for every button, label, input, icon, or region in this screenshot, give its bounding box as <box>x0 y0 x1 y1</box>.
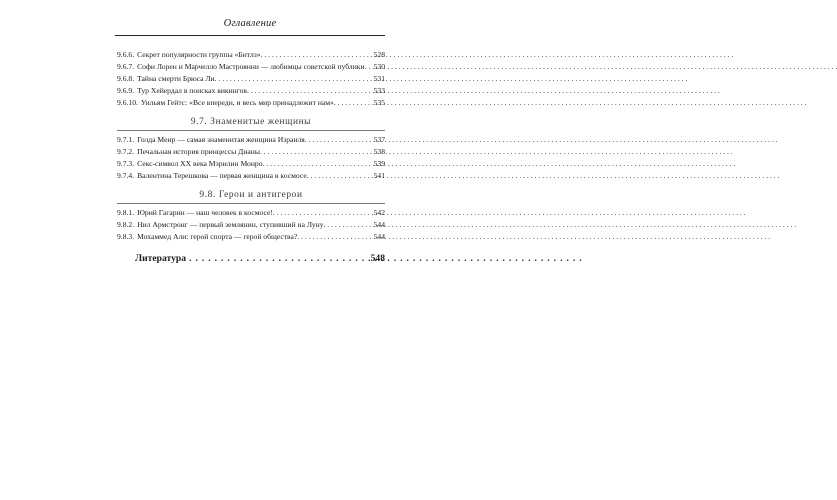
dot-leader <box>186 252 371 266</box>
dot-leader <box>297 231 372 243</box>
entry-page: 538 <box>373 147 385 156</box>
entry-title: Тур Хейердал в поисках викингов <box>137 86 248 95</box>
dot-leader <box>324 219 373 231</box>
entry-number: 9.8.1. <box>117 208 135 217</box>
entry-page: 530 <box>373 62 385 71</box>
toc-entry-9-8-3 <box>117 231 385 243</box>
entry-number: 9.7.1. <box>117 135 135 144</box>
section-rule <box>117 130 385 131</box>
entry-number: 9.7.2. <box>117 147 135 156</box>
dot-leader <box>273 207 373 219</box>
running-head: Оглавление <box>223 18 277 29</box>
entry-page: 535 <box>373 98 385 107</box>
entry-number: 9.7.4. <box>117 171 135 180</box>
entry-page: 537 <box>373 135 385 144</box>
table-of-contents <box>117 49 385 266</box>
entry-title: Мохаммед Али: герой спорта — герой общества? <box>137 232 298 241</box>
dot-leader <box>215 73 373 85</box>
entry-page: 528 <box>373 50 385 59</box>
entry-page: 544 <box>373 220 385 229</box>
entry-page: 542 <box>373 208 385 217</box>
dot-leader <box>305 134 373 146</box>
entry-number: 9.6.10. <box>117 98 138 107</box>
entry-title: Уильям Гейтс: «Все впереди, и весь мир принадлежит нам» <box>140 98 334 107</box>
toc-entry-9-6-10 <box>117 97 385 109</box>
toc-entry-literature <box>117 252 385 266</box>
entry-page: 533 <box>373 86 385 95</box>
dot-leader <box>260 146 373 158</box>
section-rule <box>117 203 385 204</box>
dot-leader <box>261 49 373 61</box>
entry-title: Голда Меир — самая знаменитая женщина Израиля <box>137 135 305 144</box>
toc-entry-9-7-2 <box>117 146 385 158</box>
literature-page: 548 <box>370 253 385 264</box>
dot-leader <box>263 158 373 170</box>
entry-title: Тайна смерти Брюса Ли <box>137 74 215 83</box>
entry-number: 9.7.3. <box>117 159 135 168</box>
dot-leader <box>334 97 373 109</box>
entry-title: Софи Лорен и Марчелло Мастроянни — любимцы советской публики <box>137 62 365 71</box>
entry-number: 9.6.6. <box>117 50 135 59</box>
toc-entry-9-7-3 <box>117 158 385 170</box>
section-heading-9-7: 9.7. Знаменитые женщины <box>190 117 312 127</box>
entry-number: 9.8.2. <box>117 220 135 229</box>
toc-entry-9-8-1 <box>117 207 385 219</box>
entry-page: 539 <box>373 159 385 168</box>
entry-title: Нил Армстронг — первый землянин, ступивший на Луну <box>137 220 324 229</box>
toc-entry-9-7-4 <box>117 170 385 182</box>
toc-entry-9-7-1 <box>117 134 385 146</box>
entry-title: Печальная история принцессы Дианы <box>137 147 260 156</box>
toc-entry-9-6-7 <box>117 61 385 73</box>
toc-entry-9-6-8 <box>117 73 385 85</box>
entry-title: Юрий Гагарин — наш человек в космосе! <box>137 208 273 217</box>
dot-leader <box>247 85 373 97</box>
entry-title: Валентина Терешкова — первая женщина в космосе <box>137 171 307 180</box>
toc-entry-9-6-9 <box>117 85 385 97</box>
dot-leader <box>365 61 373 73</box>
entry-title: Секс-символ XX века Мэрилин Монро <box>137 159 263 168</box>
literature-title: Литература <box>135 253 187 264</box>
entry-page: 531 <box>373 74 385 83</box>
entry-page: 541 <box>373 171 385 180</box>
entry-title: Секрет популярности группы «Битлз» <box>137 50 261 59</box>
entry-number: 9.6.8. <box>117 74 135 83</box>
entry-number: 9.6.9. <box>117 86 135 95</box>
header-rule <box>115 35 385 36</box>
entry-number: 9.8.3. <box>117 232 135 241</box>
entry-number: 9.6.7. <box>117 62 135 71</box>
toc-entry-9-6-6 <box>117 49 385 61</box>
entry-page: 544 <box>373 232 385 241</box>
dot-leader <box>307 170 373 182</box>
toc-entry-9-8-2 <box>117 219 385 231</box>
section-heading-9-8: 9.8. Герои и антигерои <box>199 190 303 200</box>
